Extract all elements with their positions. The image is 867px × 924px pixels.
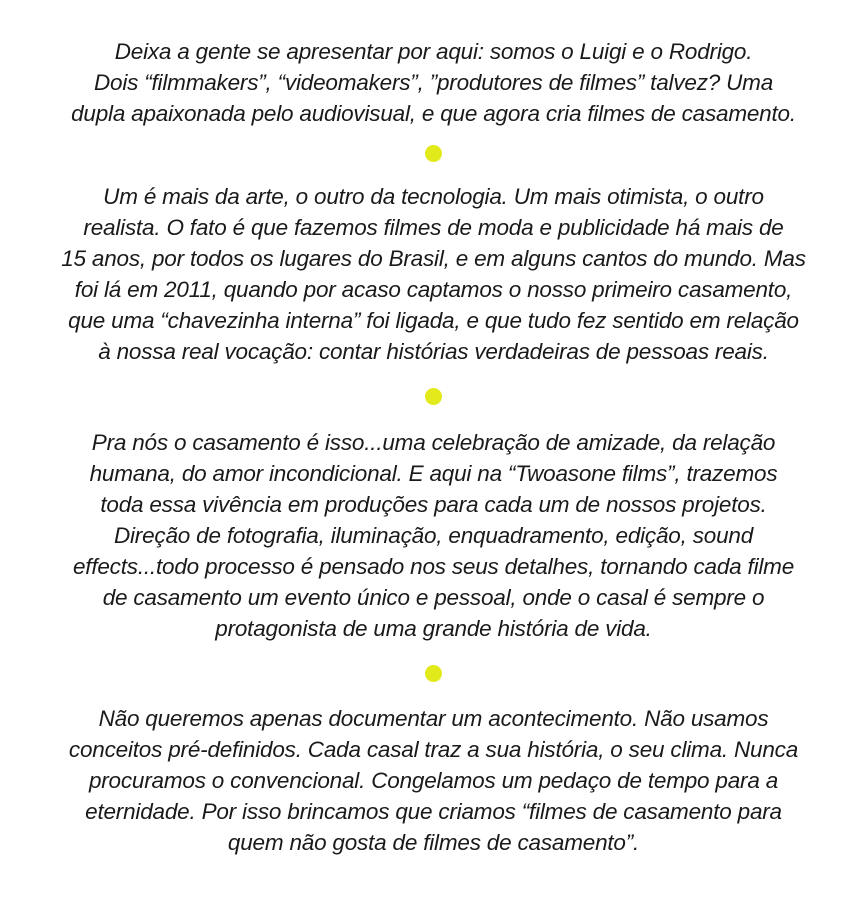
intro-paragraph <box>24 36 844 129</box>
yellow-dot-icon <box>425 388 442 405</box>
story-paragraph <box>24 181 844 367</box>
paragraph-line: realista. O fato é que fazemos filmes de moda e publicidade há mais de <box>83 215 784 240</box>
paragraph-line: Deixa a gente se apresentar por aqui: somos o Luigi e o Rodrigo. <box>114 39 753 64</box>
paragraph-line: que uma “chavezinha interna” foi ligada, e que tudo fez sentido em relação <box>68 308 799 333</box>
paragraph-line: toda essa vivência em produções para cada um de nossos projetos. <box>100 492 767 517</box>
paragraph-line: dupla apaixonada pelo audiovisual, e que agora cria filmes de casamento. <box>71 101 796 126</box>
paragraph-line: Não queremos apenas documentar um acontecimento. Não usamos <box>98 706 769 731</box>
paragraph-line: Pra nós o casamento é isso...uma celebração de amizade, da relação <box>91 430 776 455</box>
separator <box>0 663 867 683</box>
paragraph-line: humana, do amor incondicional. E aqui na “Twoasone films”, trazemos <box>89 461 778 486</box>
paragraph-line: eternidade. Por isso brincamos que criamos “filmes de casamento para <box>85 799 782 824</box>
yellow-dot-icon <box>425 145 442 162</box>
closing-paragraph <box>24 703 844 858</box>
paragraph-line: Um é mais da arte, o outro da tecnologia. Um mais otimista, o outro <box>103 184 764 209</box>
separator <box>0 143 867 163</box>
paragraph-line: Direção de fotografia, iluminação, enquadramento, edição, sound <box>113 523 754 548</box>
paragraph-line: Dois “filmmakers”, “videomakers”, ”produtores de filmes” talvez? Uma <box>93 70 774 95</box>
paragraph-line: effects...todo processo é pensado nos seus detalhes, tornando cada filme <box>72 554 795 579</box>
paragraph-line: 15 anos, por todos os lugares do Brasil, e em alguns cantos do mundo. Mas <box>61 246 806 271</box>
yellow-dot-icon <box>425 665 442 682</box>
paragraph-line: quem não gosta de filmes de casamento”. <box>227 830 640 855</box>
paragraph-line: conceitos pré-definidos. Cada casal traz a sua história, o seu clima. Nunca <box>68 737 799 762</box>
paragraph-line: procuramos o convencional. Congelamos um pedaço de tempo para a <box>88 768 779 793</box>
philosophy-paragraph <box>24 427 844 644</box>
paragraph-line: protagonista de uma grande história de vida. <box>215 616 652 641</box>
paragraph-line: de casamento um evento único e pessoal, onde o casal é sempre o <box>102 585 765 610</box>
paragraph-line: à nossa real vocação: contar histórias verdadeiras de pessoas reais. <box>98 339 769 364</box>
separator <box>0 386 867 406</box>
paragraph-line: foi lá em 2011, quando por acaso captamos o nosso primeiro casamento, <box>74 277 793 302</box>
